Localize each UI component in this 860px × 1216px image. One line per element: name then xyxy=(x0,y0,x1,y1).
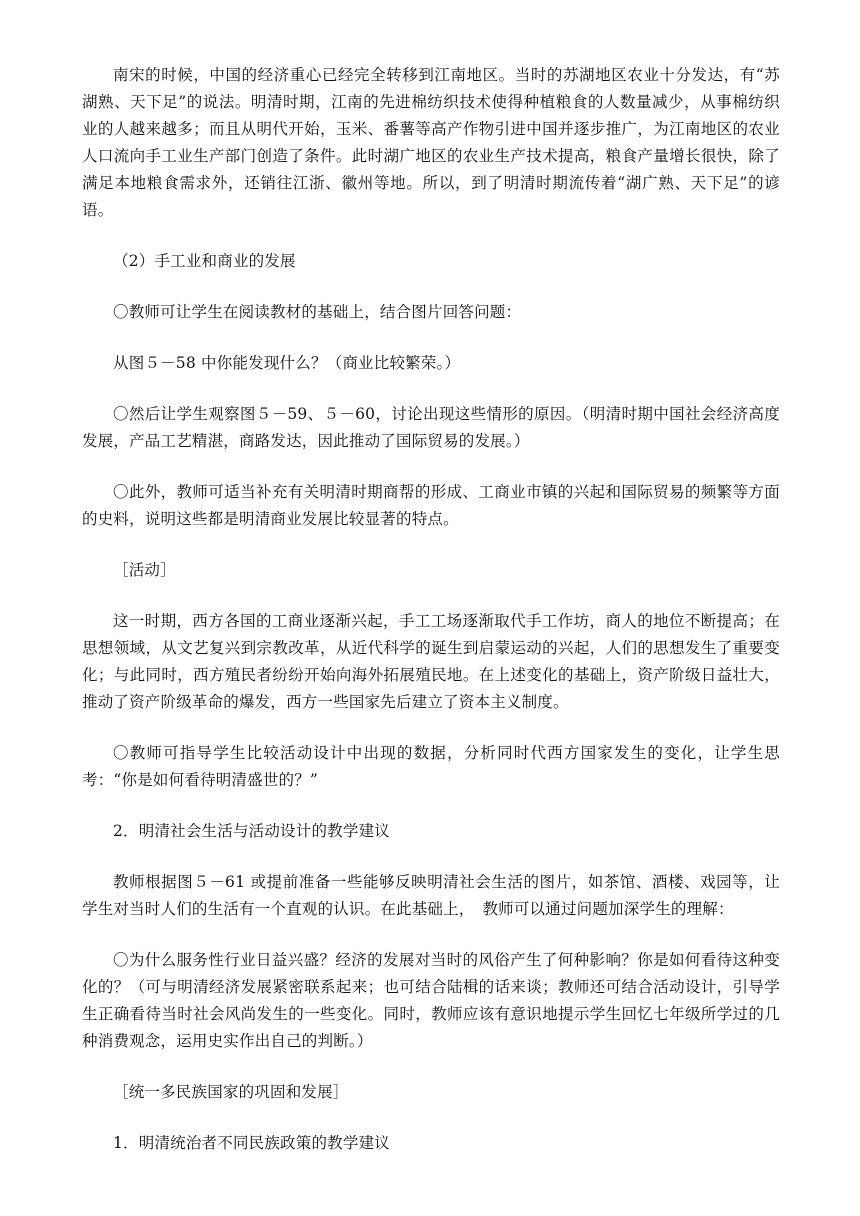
paragraph-economic-center: 南宋的时候，中国的经济重心已经完全转移到江南地区。当时的苏湖地区农业十分发达，有“苏湖熟、天下足”的说法。明清时期，江南的先进棉纺织技术使得种植粮食的人数量减少，从事棉纺织业的人越来越多；而且从明代开始，玉米、番薯等高产作物引进中国并逐步推广，为江南地区的农业人口流向手工业生产部门创造了条件。此时湖广地区的农业生产技术提高，粮食产量增长很快，除了满足本地粮食需求外，还销往江浙、徽州等地。所以，到了明清时期流传着“湖广熟、天下足”的谚语。 xyxy=(82,66,780,219)
paragraph-teacher-question: 〇教师可让学生在阅读教材的基础上，结合图片回答问题： xyxy=(113,303,522,321)
paragraph-figure-5-61: 教师根据图５－61 或提前准备一些能够反映明清社会生活的图片，如茶馆、酒楼、戏园等，让学生对当时人们的生活有一个直观的认识。在此基础上， 教师可以通过问题加深学生的理解： xyxy=(82,873,780,918)
heading-unified-nation: ［统一多民族国家的巩固和发展］ xyxy=(113,1083,349,1101)
paragraph-figure-5-59-60: 〇然后让学生观察图５－59、５－60，讨论出现这些情形的原因。（明清时期中国社会经济高度发展，产品工艺精湛，商路发达，因此推动了国际贸易的发展。） xyxy=(82,405,780,450)
heading-social-life: 2．明清社会生活与活动设计的教学建议 xyxy=(113,822,390,840)
heading-ethnic-policy: 1．明清统治者不同民族政策的教学建议 xyxy=(113,1134,390,1152)
heading-handicraft-commerce: （2）手工业和商业的发展 xyxy=(113,252,296,270)
paragraph-supplement-materials: 〇此外，教师可适当补充有关明清时期商帮的形成、工商业市镇的兴起和国际贸易的频繁等方面的史料，说明这些都是明清商业发展比较显著的特点。 xyxy=(82,483,780,528)
heading-activity: ［活动］ xyxy=(113,561,176,579)
paragraph-service-industry: 〇为什么服务性行业日益兴盛？经济的发展对当时的风俗产生了何种影响？你是如何看待这种变化的？（可与明清经济发展紧密联系起来；也可结合陆楫的话来谈；教师还可结合活动设计，引导学生正确看待当时社会风尚发生的一些变化。同时，教师应该有意识地提示学生回忆七年级所学过的几种消费观念，运用史实作出自己的判断。） xyxy=(82,951,780,1050)
paragraph-compare-data: 〇教师可指导学生比较活动设计中出现的数据，分析同时代西方国家发生的变化，让学生思考：“你是如何看待明清盛世的？” xyxy=(82,744,780,789)
paragraph-western-changes: 这一时期，西方各国的工商业逐渐兴起，手工工场逐渐取代手工作坊，商人的地位不断提高；在思想领域，从文艺复兴到宗教改革，从近代科学的诞生到启蒙运动的兴起，人们的思想发生了重要变化；与此同时，西方殖民者纷纷开始向海外拓展殖民地。在上述变化的基础上，资产阶级日益壮大，推动了资产阶级革命的爆发，西方一些国家先后建立了资本主义制度。 xyxy=(82,612,780,711)
paragraph-figure-5-58: 从图５－58 中你能发现什么？（商业比较繁荣。） xyxy=(113,354,461,372)
document-page xyxy=(82,62,780,1157)
